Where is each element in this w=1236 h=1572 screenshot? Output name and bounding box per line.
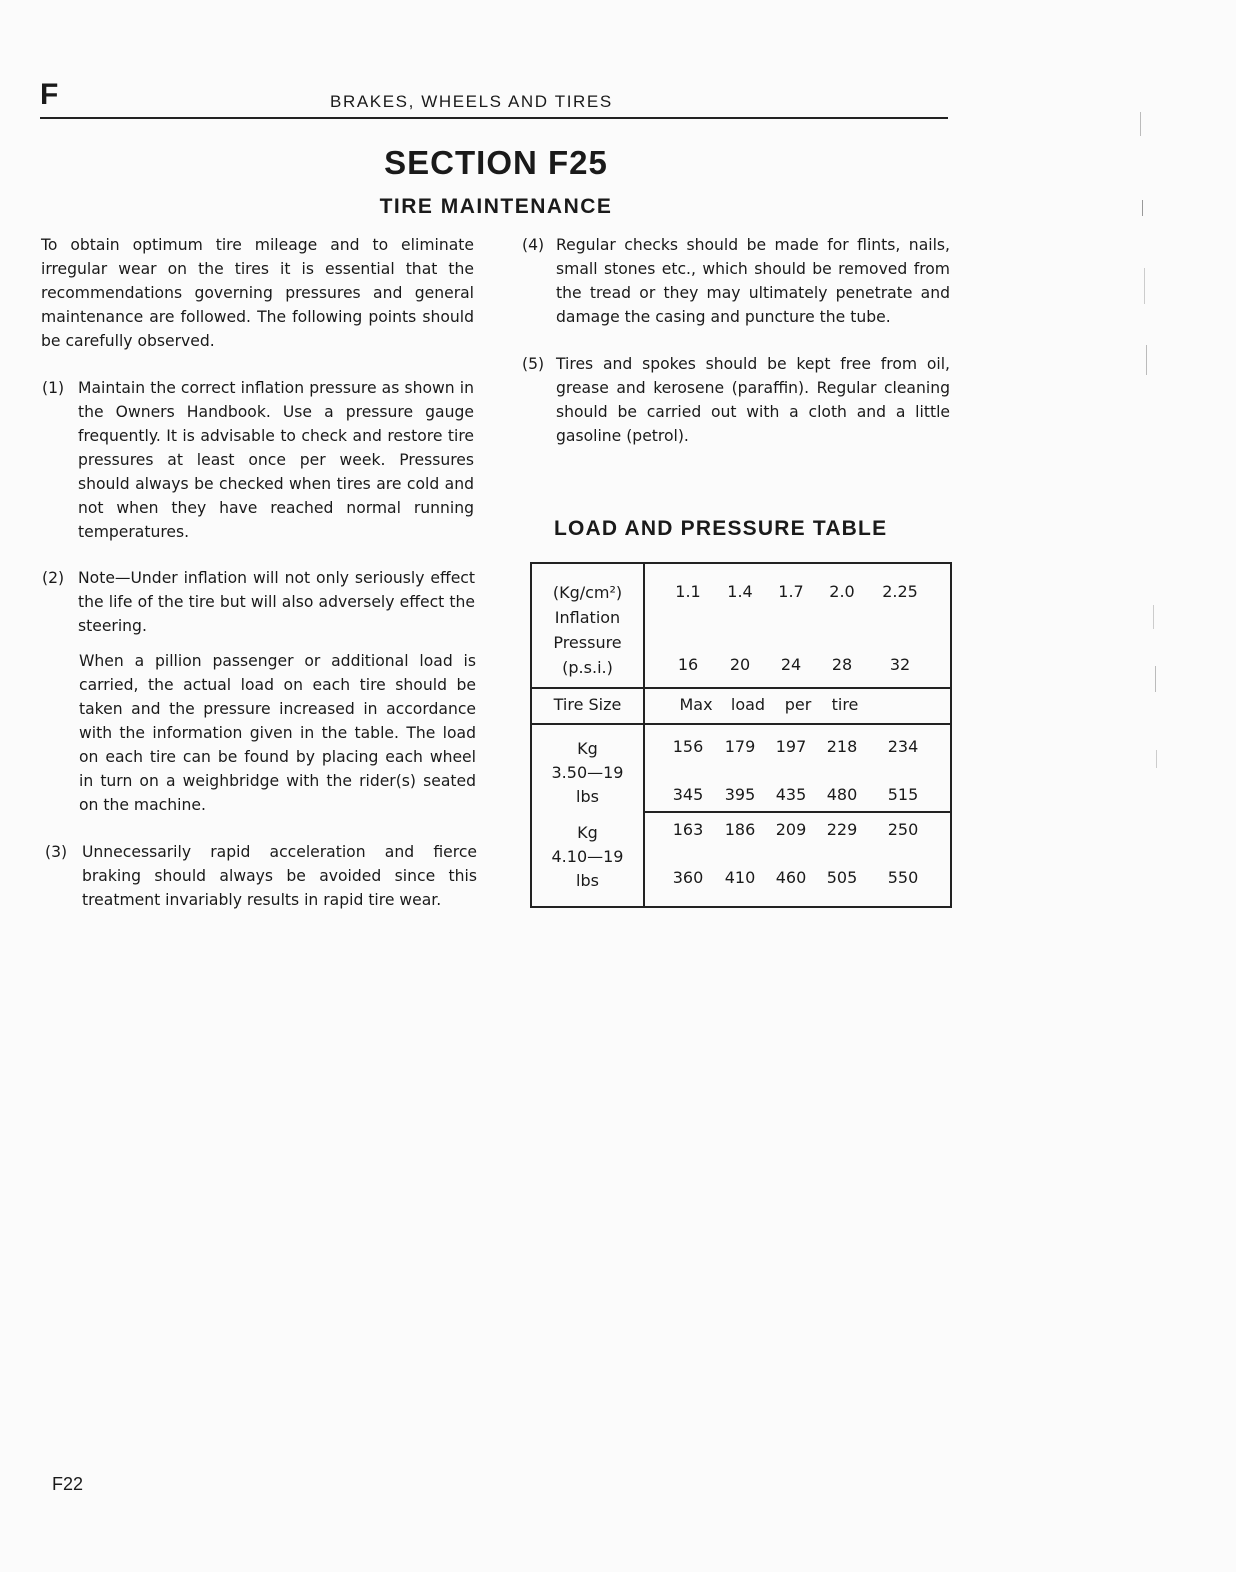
- item-3-number: (3): [45, 843, 68, 861]
- kgcm-value: 2.0: [829, 582, 855, 601]
- kgcm-value: 1.1: [675, 582, 701, 601]
- max-load-word: per: [784, 695, 812, 714]
- load-kg-value: 234: [887, 737, 919, 756]
- scan-mark: [1155, 666, 1156, 692]
- header-rule: [40, 117, 948, 119]
- page-number: F22: [52, 1474, 84, 1494]
- lbs-unit-label: lbs: [576, 787, 599, 806]
- psi-value: 20: [729, 655, 751, 674]
- load-lbs-value: 480: [826, 785, 858, 804]
- kgcm-value: 1.7: [778, 582, 804, 601]
- kg-unit-label: Kg: [577, 823, 598, 842]
- scan-mark: [1142, 200, 1143, 216]
- lbs-unit-label: lbs: [576, 871, 599, 890]
- table-rule-3: [643, 811, 950, 813]
- kgcm-value: 2.25: [882, 582, 918, 601]
- load-kg-value: 156: [672, 737, 704, 756]
- item-4-number: (4): [522, 236, 545, 254]
- section-subtitle: TIRE MAINTENANCE: [379, 195, 613, 218]
- load-lbs-value: 460: [775, 868, 807, 887]
- load-lbs-value: 395: [724, 785, 756, 804]
- tire-row-label: [532, 737, 643, 809]
- psi-value: 16: [677, 655, 699, 674]
- table-title: LOAD AND PRESSURE TABLE: [554, 517, 888, 540]
- load-lbs-value: 505: [826, 868, 858, 887]
- kgcm-value: 1.4: [727, 582, 753, 601]
- load-lbs-value: 435: [775, 785, 807, 804]
- scan-mark: [1144, 268, 1145, 304]
- scan-mark: [1146, 345, 1147, 375]
- load-kg-value: 209: [775, 820, 807, 839]
- max-load-word: Max: [679, 695, 713, 714]
- pressure-unit-kgcm: (Kg/cm²): [552, 583, 623, 602]
- item-1-number: (1): [42, 379, 65, 397]
- pressure-unit-psi: (p.s.i.): [562, 658, 613, 677]
- load-kg-value: 179: [724, 737, 756, 756]
- psi-value: 24: [780, 655, 802, 674]
- item-5-text: Tires and spokes should be kept free from oil, grease and kerosene (paraffin). Regular cleaning should be carried out with a cloth and a little gasoline (petrol).: [556, 355, 950, 445]
- item-4-text: Regular checks should be made for flints, nails, small stones etc., which should be removed from the tread or they may ultimately penetrate and damage the casing and puncture the tube.: [556, 236, 950, 326]
- scan-mark: [1153, 605, 1154, 629]
- psi-value: 28: [831, 655, 853, 674]
- max-load-word: tire: [831, 695, 859, 714]
- pressure-label-pressure: Pressure: [553, 633, 622, 652]
- section-title: SECTION F25: [384, 144, 608, 181]
- item-2-number: (2): [42, 569, 65, 587]
- item-2-continuation: When a pillion passenger or additional load is carried, the actual load on each tire should be taken and the pressure increased in accordance with the information given in the table. The load on each tire can be found by placing each wheel in turn on a weighbridge with the rider(s) seated on the machine.: [79, 652, 476, 814]
- max-load-word: load: [730, 695, 766, 714]
- pressure-label-block: [532, 580, 643, 680]
- load-kg-value: 229: [826, 820, 858, 839]
- section-letter: F: [40, 78, 59, 111]
- item-5-number: (5): [522, 355, 545, 373]
- intro-paragraph: To obtain optimum tire mileage and to eliminate irregular wear on the tires it is essential that the recommendations governing pressures and general maintenance are followed. The following points should be carefully observed.: [41, 236, 474, 350]
- load-kg-value: 197: [775, 737, 807, 756]
- pressure-label-inflation: Inflation: [554, 608, 621, 627]
- load-kg-value: 250: [887, 820, 919, 839]
- tire-row-label: [532, 821, 643, 893]
- table-vertical-rule: [643, 564, 645, 906]
- load-lbs-value: 360: [672, 868, 704, 887]
- load-lbs-value: 515: [887, 785, 919, 804]
- load-lbs-value: 410: [724, 868, 756, 887]
- chapter-title: BRAKES, WHEELS AND TIRES: [330, 92, 613, 111]
- scan-mark: [1156, 750, 1157, 768]
- load-kg-value: 163: [672, 820, 704, 839]
- psi-value: 32: [889, 655, 911, 674]
- table-rule-2: [532, 723, 950, 725]
- load-kg-value: 218: [826, 737, 858, 756]
- item-3-text: Unnecessarily rapid acceleration and fierce braking should always be avoided since this treatment invariably results in rapid tire wear.: [82, 843, 477, 909]
- item-2-text: Note—Under inflation will not only seriously effect the life of the tire but will also adversely effect the steering.: [78, 569, 475, 635]
- tire-size-value: 4.10—19: [551, 847, 624, 866]
- item-1-text: Maintain the correct inflation pressure as shown in the Owners Handbook. Use a pressure gauge frequently. It is advisable to check and restore tire pressures at least once per week. Pressures should always be checked when tires are cold and not when they have reached normal running temperatures.: [78, 379, 474, 541]
- load-lbs-value: 550: [887, 868, 919, 887]
- load-pressure-table: [530, 562, 952, 908]
- kg-unit-label: Kg: [577, 739, 598, 758]
- load-lbs-value: 345: [672, 785, 704, 804]
- tire-size-value: 3.50—19: [551, 763, 624, 782]
- scan-mark: [1140, 112, 1141, 136]
- tire-size-label: Tire Size: [553, 695, 622, 714]
- table-rule-1: [532, 687, 950, 689]
- load-kg-value: 186: [724, 820, 756, 839]
